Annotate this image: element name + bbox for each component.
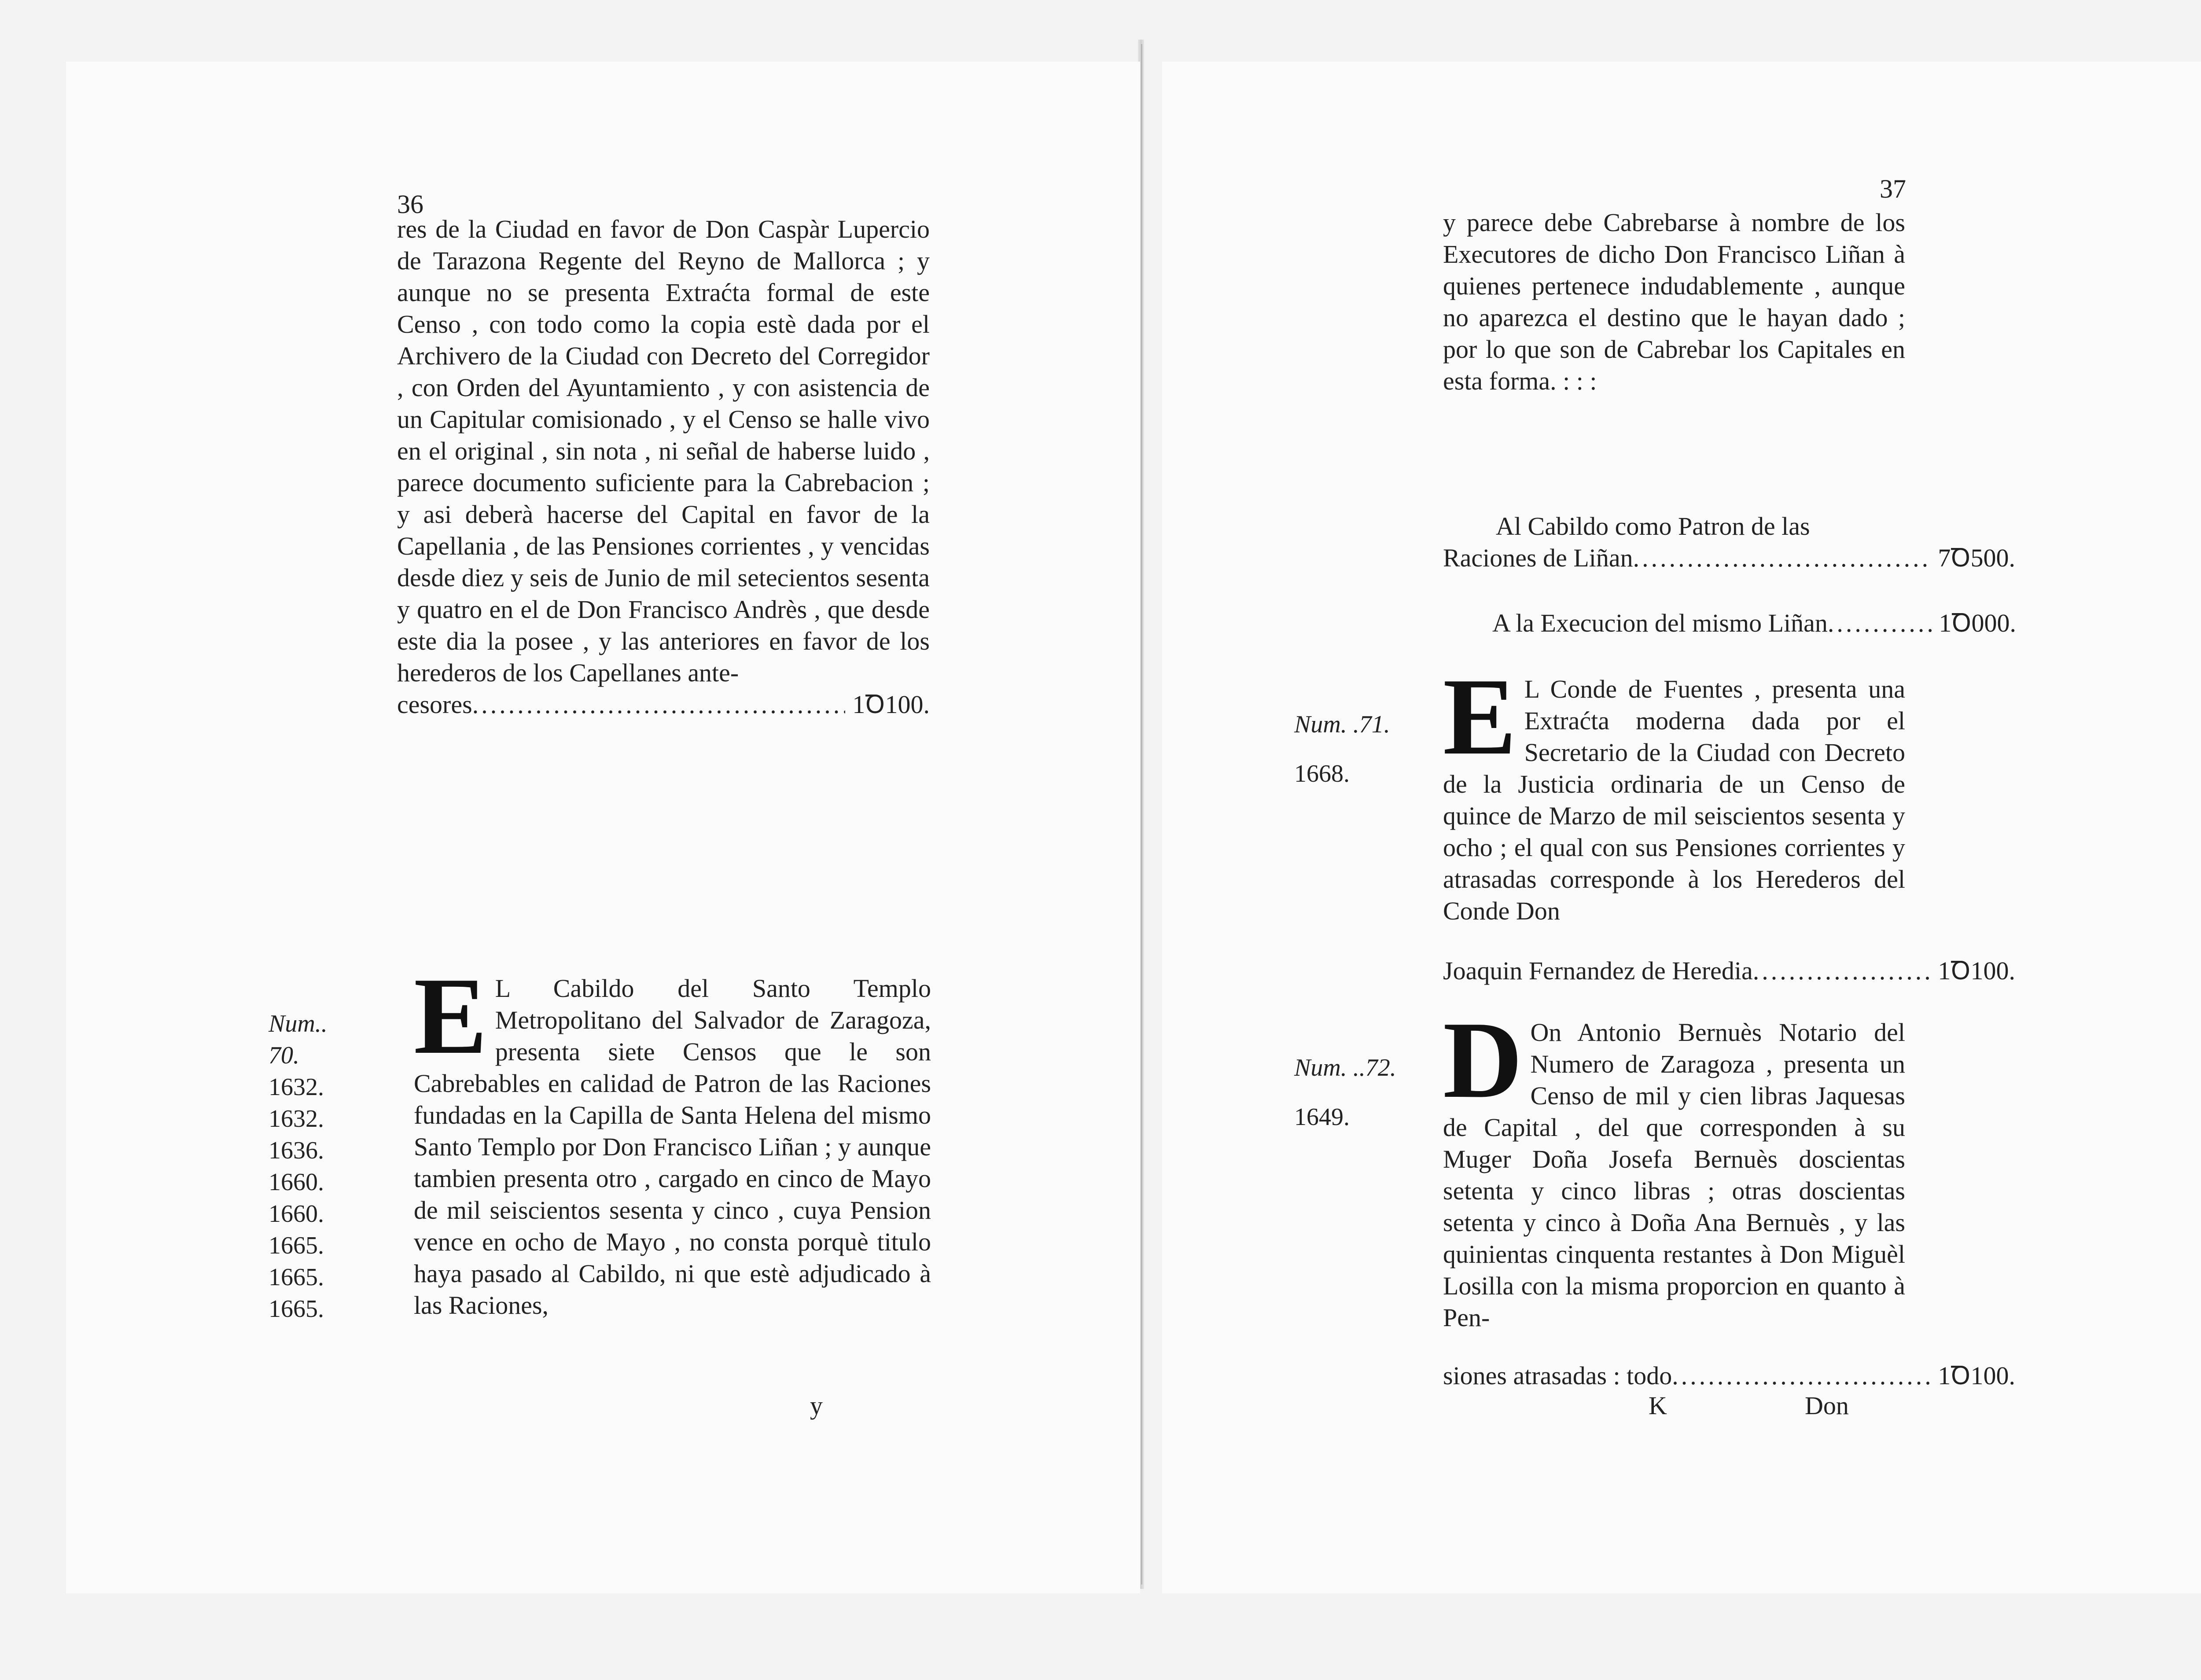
leader-dots — [1633, 542, 1931, 574]
allocation-1-text: Al Cabildo como Patron de las — [1496, 512, 1810, 540]
entry-70-year-2: 1632. — [269, 1105, 324, 1132]
leader-dots — [472, 689, 846, 721]
entry-69-text: res de la Ciudad en favor de Don Caspàr Lupercio de Tarazona Regente del Reyno de Mallorca ; y aunque no se presenta Extraćta formal de este Censo , con todo como la copia estè dada por el Archivero de la Ciudad con Decreto del Corregidor , con Orden del Ayuntamiento , y con asistencia de un Capitular comisionado , y el Censo se halle vivo en el original , sin nota , ni señal de haberse luido , parece documento suficiente para la Cabrebacion ; y asi deberà hacerse del Capital en favor de la Capellania , de las Pensiones corrientes , y vencidas desde diez y seis de Junio de mil setecientos sesenta y quatro en el de Don Francisco Andrès , que desde este dia la posee , y las anteriores en favor de los herederos de los Capellanes ante- — [397, 215, 930, 687]
page-number-left: 36 — [397, 190, 423, 219]
spine-line — [1141, 44, 1142, 1584]
allocation-2 — [1492, 607, 2016, 639]
leader-dots — [1672, 1360, 1931, 1392]
entry-70-number-label: Num.. 70. — [269, 1010, 328, 1069]
entry-72-drop-cap: D — [1443, 999, 1523, 1121]
leader-dots — [1828, 607, 1932, 639]
entry-70-year-7: 1665. — [269, 1264, 324, 1291]
entry-71-number-label: Num. .71. — [1294, 711, 1390, 738]
right-page — [1162, 62, 2201, 1593]
left-page — [66, 62, 1140, 1593]
entry-71 — [1443, 656, 1905, 927]
entry-71-year: 1668. — [1294, 760, 1350, 787]
entry-72-year: 1649. — [1294, 1103, 1350, 1131]
allocation-1-row — [1443, 542, 2015, 574]
allocation-1-amount: 7Ꝺ500. — [1938, 544, 2015, 572]
entry-70-year-6: 1665. — [269, 1232, 324, 1259]
entry-70-body: L Cabildo del Santo Templo Metropolitano del Salvador de Zaragoza, presenta siete Censos que le son Cabrebables en calidad de Patron de las Raciones fundadas en la Capilla de Santa Helena del mismo Santo Templo por Don Francisco Liñan ; y aunque tambien presenta otro , cargado en cinco de Mayo de mil seiscientos sesenta y cinco , cuya Pension vence en ocho de Mayo , no consta porquè titulo haya pasado al Cabildo, ni que estè adjudicado à las Raciones, — [414, 974, 931, 1320]
page-number-right: 37 — [1880, 174, 1906, 203]
entry-71-margin — [1294, 709, 1409, 790]
entry-71-drop-cap: E — [1443, 656, 1516, 778]
entry-70-text — [414, 955, 931, 1321]
entry-70-year-5: 1660. — [269, 1200, 324, 1228]
entry-71-body: L Conde de Fuentes , presenta una Extraćta moderna dada por el Secretario de la Ciudad con Decreto de la Justicia ordinaria de un Censo de quince de Marzo de mil seiscientos sesenta y ocho ; el qual con sus Pensiones corrientes y atrasadas corresponde à los Herederos del Conde Don — [1443, 675, 1905, 925]
allocation-2-text: A la Execucion del mismo Liñan — [1492, 609, 1828, 637]
leader-dots — [1753, 955, 1931, 987]
entry-72 — [1443, 999, 1905, 1334]
entry-72-total — [1443, 1360, 2015, 1392]
entry-72-row — [1443, 1360, 2015, 1392]
entry-70-year-4: 1660. — [269, 1169, 324, 1196]
entry-72-text — [1443, 999, 1905, 1334]
entry-69 — [397, 213, 930, 721]
entry-71-total — [1443, 955, 2015, 987]
allocation-2-row — [1492, 607, 2016, 639]
signature-mark: K — [1649, 1391, 1667, 1420]
entry-72-amount: 1Ꝺ100. — [1938, 1361, 2015, 1390]
entry-72-body: On Antonio Bernuès Notario del Numero de Zaragoza , presenta un Censo de mil y cien libras Jaquesas de Capital , del que corresponden à su Muger Doña Josefa Bernuès doscientas setenta y cinco libras ; otras doscientas setenta y cinco à Doña Ana Bernuès , y las quinientas cinquenta restantes à Don Miguèl Losilla con la misma proporcion en quanto à Pen- — [1443, 1018, 1905, 1332]
allocation-1-total — [1443, 542, 2015, 574]
allocation-1 — [1443, 511, 1901, 542]
continuation-block — [1443, 207, 1905, 397]
allocation-2-amount: 1Ꝺ000. — [1939, 609, 2016, 637]
entry-70-year-8: 1665. — [269, 1295, 324, 1323]
entry-72-number-label: Num. ..72. — [1294, 1054, 1396, 1081]
entry-71-row — [1443, 955, 2015, 987]
catchword-left: y — [810, 1391, 823, 1420]
entry-70-margin — [269, 1008, 357, 1325]
catchword-right: Don — [1805, 1391, 1849, 1420]
entry-70-year-3: 1636. — [269, 1137, 324, 1164]
entry-70 — [414, 955, 931, 1321]
entry-71-text — [1443, 656, 1905, 927]
entry-69-total-row — [397, 689, 930, 721]
entry-71-final-line: Joaquin Fernandez de Heredia — [1443, 956, 1753, 985]
entry-69-amount: 1Ꝺ100. — [852, 690, 930, 719]
entry-72-margin — [1294, 1052, 1409, 1133]
entry-70-year-1: 1632. — [269, 1073, 324, 1101]
continuation-text: y parece debe Cabrebarse à nombre de los Executores de dicho Don Francisco Liñan à quienes pertenece indudablemente , aunque no aparezca el destino que le hayan dado ; por lo que son de Cabrebar los Capitales en esta forma. : : : — [1443, 208, 1905, 395]
entry-71-amount: 1Ꝺ100. — [1938, 956, 2015, 985]
entry-69-final-word: cesores — [397, 690, 472, 719]
entry-72-final-line: siones atrasadas : todo — [1443, 1361, 1672, 1390]
allocation-1-final-line: Raciones de Liñan — [1443, 544, 1633, 572]
entry-70-drop-cap: E — [414, 955, 487, 1077]
